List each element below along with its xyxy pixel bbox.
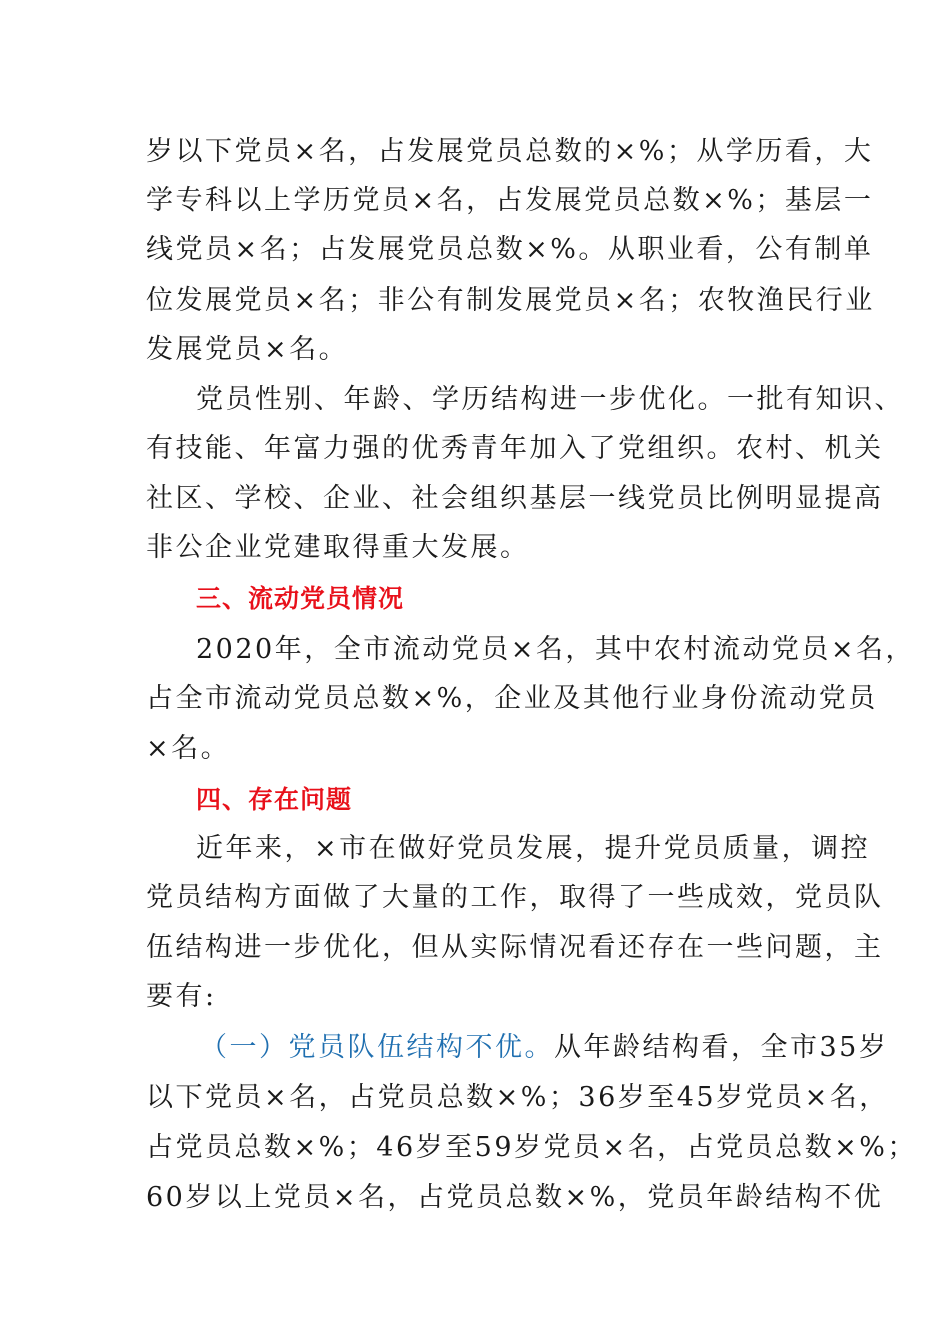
paragraph-line: 发展党员×名。: [146, 334, 349, 365]
subsection-title: （一）党员队伍结构不优。: [200, 1032, 554, 1063]
paragraph-line: 占全市流动党员总数×%，企业及其他行业身份流动党员: [146, 683, 878, 714]
section-heading: 三、流动党员情况: [196, 584, 405, 613]
paragraph-line: 党员结构方面做了大量的工作，取得了一些成效，党员队: [146, 882, 884, 913]
subsection-text: 从年龄结构看，全市35岁: [554, 1032, 889, 1063]
paragraph-line: 60岁以上党员×名，占党员总数×%，党员年龄结构不优: [146, 1182, 884, 1213]
paragraph-line: 以下党员×名，占党员总数×%；36岁至45岁党员×名，: [146, 1082, 889, 1113]
paragraph-line: 社区、学校、企业、社会组织基层一线党员比例明显提高: [146, 483, 884, 514]
paragraph-line: ×名。: [146, 733, 231, 764]
paragraph-line: 岁以下党员×名，占发展党员总数的×%；从学历看，大: [146, 136, 874, 167]
section-heading: 四、存在问题: [196, 785, 353, 814]
paragraph-line: 近年来，×市在做好党员发展，提升党员质量，调控: [196, 833, 871, 864]
paragraph-line: 有技能、年富力强的优秀青年加入了党组织。农村、机关: [146, 433, 884, 464]
paragraph-line: 2020年，全市流动党员×名，其中农村流动党员×名，: [196, 634, 915, 665]
subsection-first-line: [200, 1030, 889, 1066]
paragraph-line: 要有:: [146, 981, 217, 1012]
paragraph-line: 学专科以上学历党员×名，占发展党员总数×%；基层一: [146, 185, 874, 216]
paragraph-line: 线党员×名；占发展党员总数×%。从职业看，公有制单: [146, 234, 874, 265]
paragraph-line: 党员性别、年龄、学历结构进一步优化。一批有知识、: [196, 384, 904, 415]
paragraph-line: 伍结构进一步优化，但从实际情况看还存在一些问题，主: [146, 932, 884, 963]
paragraph-line: 占党员总数×%；46岁至59岁党员×名，占党员总数×%；: [146, 1132, 917, 1163]
paragraph-line: 非公企业党建取得重大发展。: [146, 532, 530, 563]
paragraph-line: 位发展党员×名；非公有制发展党员×名；农牧渔民行业: [146, 285, 875, 316]
